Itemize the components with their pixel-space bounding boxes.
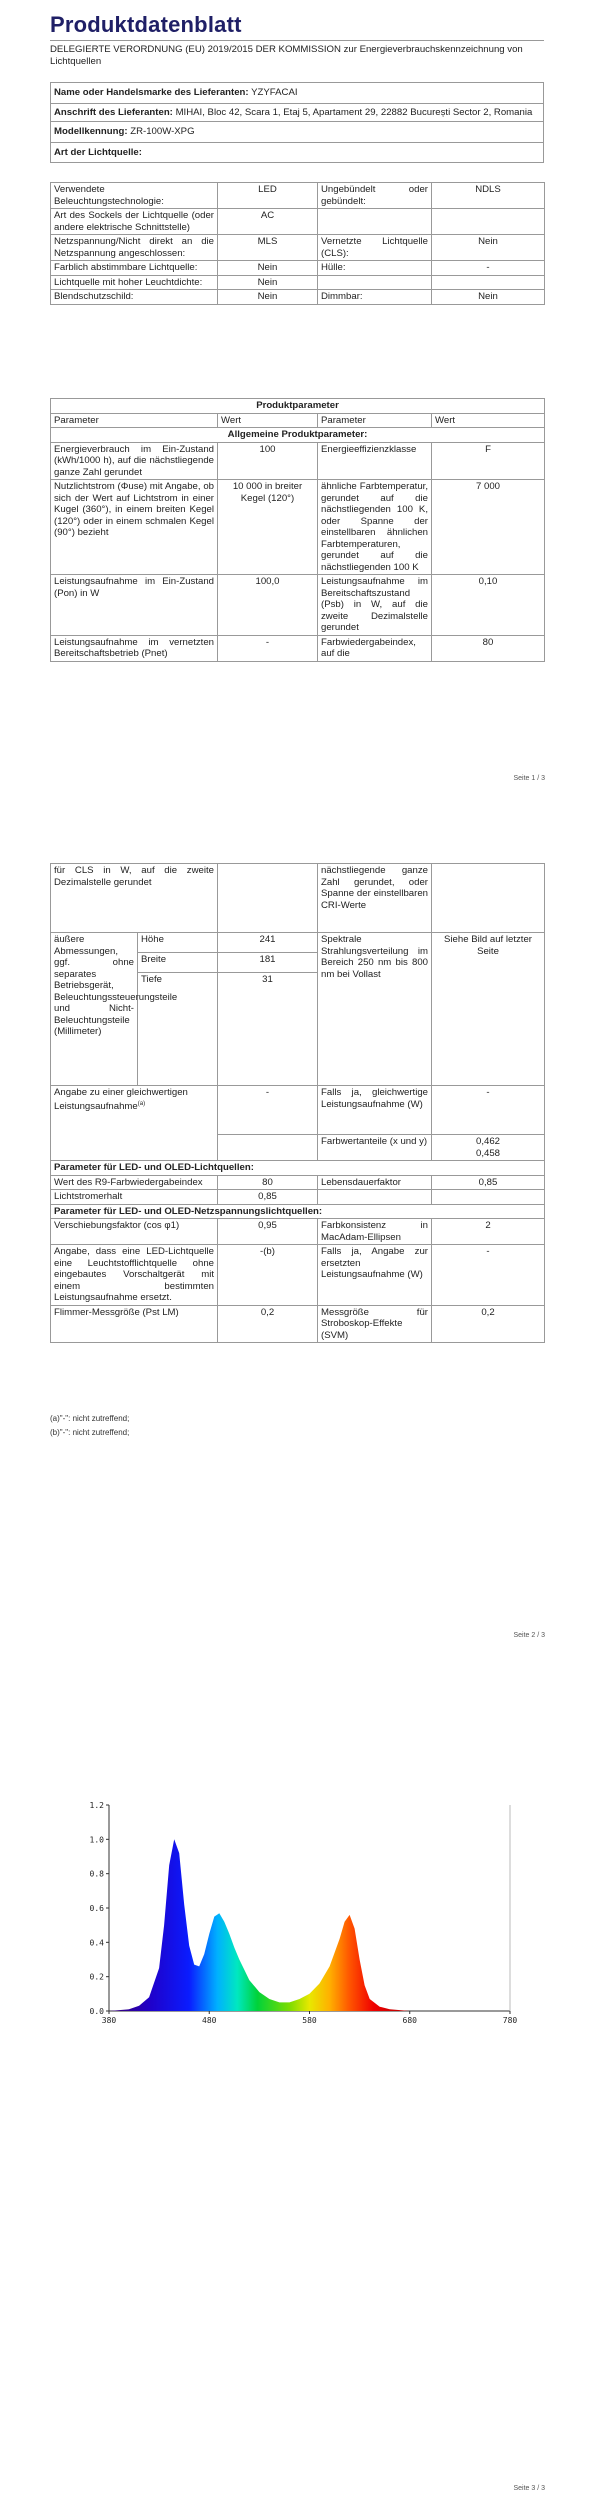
y-tick-label: 1.0 <box>89 1835 104 1845</box>
page-number: Seite 2 / 3 <box>513 1632 545 1639</box>
equiv-label-cell <box>51 1086 218 1161</box>
survival-label: Lebensdauerfaktor <box>318 1175 432 1190</box>
product-params-heading: Produktparameter <box>51 399 545 414</box>
fluorescent-value: -(b) <box>218 1245 318 1306</box>
mains-params-heading: Parameter für LED- und OLED-Netzspannungslichtquellen: <box>51 1204 545 1219</box>
stroboscopic-label: Messgröße für Stroboskop-Effekte (SVM) <box>318 1305 432 1343</box>
y-tick-label: 0.4 <box>89 1938 104 1948</box>
flux-value: 10 000 in breiter Kegel (120°) <box>218 480 318 575</box>
flicker-value: 0,2 <box>218 1305 318 1343</box>
height-value: 241 <box>218 933 318 953</box>
col-parameter: Parameter <box>51 413 218 428</box>
chroma-x: 0,462 <box>475 1136 500 1147</box>
r9-value: 80 <box>218 1175 318 1190</box>
x-tick-label: 380 <box>101 2016 117 2025</box>
color-consistency-value: 2 <box>432 1219 545 1245</box>
dimmable-label: Dimmbar: <box>318 290 432 305</box>
tech-label: Verwendete Beleuchtungstechnologie: <box>51 183 218 209</box>
cri-value: 80 <box>432 635 545 661</box>
light-source-table <box>50 182 545 305</box>
depth-value: 31 <box>218 973 318 1086</box>
page-1 <box>0 0 591 792</box>
tunable-value: Nein <box>218 261 318 276</box>
chroma-values <box>432 1135 545 1161</box>
height-label: Höhe <box>138 933 218 953</box>
x-tick-label: 480 <box>202 2016 217 2025</box>
equiv-power-value: - <box>432 1086 545 1135</box>
fluorescent-label: Angabe, dass eine LED-Lichtquelle eine Leuchtstofflichtquelle ohne eingebautes Vorschaltgerät mit einem bestimmten Leistungsaufnahme ersetzt. <box>51 1245 218 1306</box>
flicker-label: Flimmer-Messgröße (Pst LM) <box>51 1305 218 1343</box>
page-number: Seite 3 / 3 <box>513 2485 545 2492</box>
envelope-value: - <box>432 261 545 276</box>
empty-cell <box>432 275 545 290</box>
survival-value: 0,85 <box>432 1175 545 1190</box>
netstandby-value: - <box>218 635 318 661</box>
empty-cell <box>318 209 432 235</box>
cap-label: Art des Sockels der Lichtquelle (oder andere elektrische Schnittstelle) <box>51 209 218 235</box>
antiglare-label: Blendschutzschild: <box>51 290 218 305</box>
equiv-label: Angabe zu einer gleichwertigen Leistungsaufnahme <box>54 1087 188 1112</box>
power-on-label: Leistungsaufnahme im Ein-Zustand (Pon) in W <box>51 575 218 636</box>
nondirected-label: Ungebündelt oder gebündelt: <box>318 183 432 209</box>
spectral-value: Siehe Bild auf letzter Seite <box>432 933 545 1086</box>
empty-cell <box>318 1190 432 1205</box>
trademark-value: YZYFACAI <box>251 87 298 98</box>
page-number: Seite 1 / 3 <box>513 775 545 782</box>
color-consistency-label: Farbkonsistenz in MacAdam-Ellipsen <box>318 1219 432 1245</box>
width-value: 181 <box>218 953 318 973</box>
empty-cell <box>218 864 318 933</box>
cri-label: Farbwiedergabeindex, auf die <box>318 635 432 661</box>
cap-value: AC <box>218 209 318 235</box>
col-value: Wert <box>432 413 545 428</box>
page-title: Produktdatenblatt <box>50 12 242 37</box>
antiglare-value: Nein <box>218 290 318 305</box>
equiv-footnote-ref: (a) <box>137 1100 146 1107</box>
empty-cell <box>218 1135 318 1161</box>
trademark-label: Name oder Handelsmarke des Lieferanten: <box>54 87 249 98</box>
power-on-value: 100,0 <box>218 575 318 636</box>
address-value: MIHAI, Bloc 42, Scara 1, Etaj 5, Apartament 29, 22882 București Sector 2, Romania <box>175 106 533 118</box>
chroma-label: Farbwertanteile (x und y) <box>318 1135 432 1161</box>
netstandby-label: Leistungsaufnahme im vernetzten Bereitschaftsbetrieb (Pnet) <box>51 635 218 661</box>
stroboscopic-value: 0,2 <box>432 1305 545 1343</box>
maintenance-label: Lichtstromerhalt <box>51 1190 218 1205</box>
y-tick-label: 0.0 <box>89 2007 104 2016</box>
equiv-power-label: Falls ja, gleichwertige Leistungsaufnahme (W) <box>318 1086 432 1135</box>
pf-label: Verschiebungsfaktor (cos φ1) <box>51 1219 218 1245</box>
highlum-value: Nein <box>218 275 318 290</box>
cct-label: ähnliche Farbtemperatur, gerundet auf die nächstliegenden 100 K, oder Spanne der einstellbaren ähnlichen Farbtemperaturen, gerundet auf die nächstliegenden 100 K <box>318 480 432 575</box>
width-label: Breite <box>138 953 218 973</box>
standby-value: 0,10 <box>432 575 545 636</box>
flux-label: Nutzlichtstrom (Φuse) mit Angabe, ob sich der Wert auf Lichtstrom in einer Kugel (360°), in einem breiten Kegel (120°) oder in einem schmalen Kegel (90°) bezieht <box>51 480 218 575</box>
chart-marks <box>109 1839 510 2011</box>
envelope-label: Hülle: <box>318 261 432 276</box>
maintenance-value: 0,85 <box>218 1190 318 1205</box>
x-tick-label: 780 <box>502 2016 518 2025</box>
class-value: F <box>432 442 545 480</box>
depth-label: Tiefe <box>138 973 218 1086</box>
empty-cell <box>432 1190 545 1205</box>
empty-cell <box>318 275 432 290</box>
light-source-heading: Art der Lichtquelle: <box>51 142 544 163</box>
col-parameter: Parameter <box>318 413 432 428</box>
netstandby-label-cont: für CLS in W, auf die zweite Dezimalstelle gerundet <box>51 864 218 933</box>
connected-value: Nein <box>432 235 545 261</box>
regulation-text: DELEGIERTE VERORDNUNG (EU) 2019/2015 DER KOMMISSION zur Energieverbrauchskennzeichnung von Lichtquellen <box>50 44 523 67</box>
address-label: Anschrift des Lieferanten: <box>54 106 173 118</box>
product-params-table-cont <box>50 863 545 1343</box>
cri-label-cont: nächstliegende ganze Zahl gerundet, oder Spanne der einstellbaren CRI-Werte <box>318 864 432 933</box>
cct-value: 7 000 <box>432 480 545 575</box>
general-params-heading: Allgemeine Produktparameter: <box>51 428 545 443</box>
x-tick-label: 680 <box>402 2016 417 2025</box>
y-tick-label: 1.2 <box>89 1801 104 1810</box>
nondirected-value: NDLS <box>432 183 545 209</box>
supplier-table <box>50 82 544 163</box>
empty-cell <box>432 209 545 235</box>
col-value: Wert <box>218 413 318 428</box>
mains-label: Netzspannung/Nicht direkt an die Netzspannung angeschlossen: <box>51 235 218 261</box>
footnote-a: (a)"-": nicht zutreffend; <box>50 1414 130 1423</box>
page-2 <box>0 835 591 1665</box>
dims-label: äußere Abmessungen, ggf. ohne separates Betriebsgerät, Beleuchtungssteuerungsteile und Nicht-Beleuchtungsteile (Millimeter) <box>51 933 138 1086</box>
footnote-b: (b)"-": nicht zutreffend; <box>50 1428 130 1437</box>
chroma-y: 0,458 <box>475 1147 500 1159</box>
x-tick-label: 580 <box>302 2016 317 2025</box>
model-label: Modellkennung: <box>54 126 128 137</box>
y-tick-label: 0.6 <box>89 1904 104 1913</box>
y-tick-label: 0.8 <box>89 1869 104 1879</box>
pf-value: 0,95 <box>218 1219 318 1245</box>
replace-label: Falls ja, Angabe zur ersetzten Leistungsaufnahme (W) <box>318 1245 432 1306</box>
spectrum-chart <box>62 1795 522 2027</box>
connected-label: Vernetzte Lichtquelle (CLS): <box>318 235 432 261</box>
standby-label: Leistungsaufnahme im Bereitschaftszustand (Psb) in W, auf die zweite Dezimalstelle gerundet <box>318 575 432 636</box>
equiv-value: - <box>218 1086 318 1135</box>
spectral-label: Spektrale Strahlungsverteilung im Bereich 250 nm bis 800 nm bei Vollast <box>318 933 432 1086</box>
empty-cell <box>432 864 545 933</box>
mains-value: MLS <box>218 235 318 261</box>
product-params-table <box>50 398 545 662</box>
tech-value: LED <box>218 183 318 209</box>
y-tick-label: 0.2 <box>89 1972 104 1982</box>
class-label: Energieeffizienzklasse <box>318 442 432 480</box>
model-value: ZR-100W-XPG <box>130 126 195 137</box>
replace-value: - <box>432 1245 545 1306</box>
title-rule <box>50 40 544 41</box>
led-params-heading: Parameter für LED- und OLED-Lichtquellen: <box>51 1161 545 1176</box>
r9-label: Wert des R9-Farbwiedergabeindex <box>51 1175 218 1190</box>
tunable-label: Farblich abstimmbare Lichtquelle: <box>51 261 218 276</box>
highlum-label: Lichtquelle mit hoher Leuchtdichte: <box>51 275 218 290</box>
dimmable-value: Nein <box>432 290 545 305</box>
energy-value: 100 <box>218 442 318 480</box>
energy-label: Energieverbrauch im Ein-Zustand (kWh/1000 h), auf die nächstliegende ganze Zahl gerundet <box>51 442 218 480</box>
spectrum-area <box>109 1839 510 2011</box>
